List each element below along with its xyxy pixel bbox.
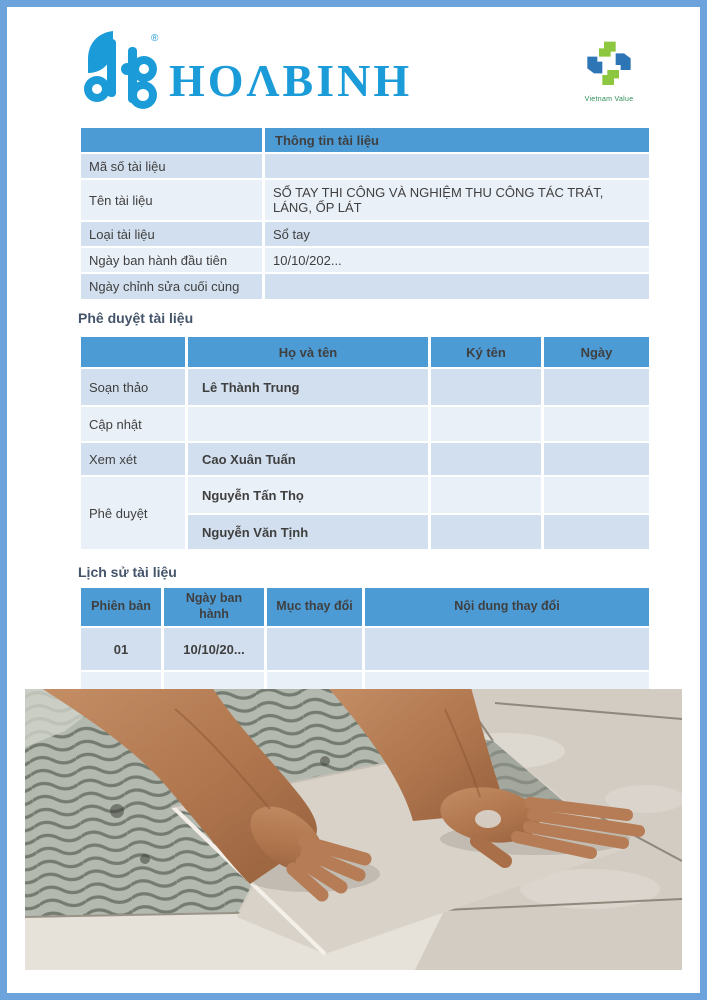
- vietnam-value-pinwheel-icon: [582, 77, 636, 94]
- approval-sign-cell: [431, 443, 541, 475]
- history-header-issue-date: Ngày ban hành: [164, 588, 264, 626]
- info-label: Ngày chỉnh sửa cuối cùng: [81, 274, 262, 299]
- history-change-content-cell: [365, 628, 649, 670]
- info-header-title: Thông tin tài liệu: [265, 128, 649, 152]
- history-header-change-content: Nội dung thay đổi: [365, 588, 649, 626]
- approval-sign-cell: [431, 515, 541, 549]
- registered-mark-glyph: ®: [151, 33, 159, 44]
- approval-role: Cập nhật: [81, 407, 185, 441]
- info-value: 10/10/202...: [265, 248, 649, 272]
- tile-installation-photo: [25, 689, 682, 970]
- approval-table: [78, 335, 652, 551]
- info-value: SỔ TAY THI CÔNG VÀ NGHIỆM THU CÔNG TÁC TRÁT, LÁNG, ỐP LÁT: [265, 180, 649, 220]
- info-value: [265, 154, 649, 178]
- approval-date-cell: [544, 407, 649, 441]
- history-version-cell: 01: [81, 628, 161, 670]
- approval-name: Nguyễn Tấn Thọ: [188, 477, 428, 513]
- approval-header-date: Ngày: [544, 337, 649, 367]
- history-header-version: Phiên bản: [81, 588, 161, 626]
- vietnam-value-logo: [574, 40, 644, 103]
- hoabinh-logo: [83, 29, 412, 118]
- history-issue-date-cell: 10/10/20...: [164, 628, 264, 670]
- approval-header-empty-cell: [81, 337, 185, 367]
- vietnam-value-label: Vietnam Value: [584, 96, 634, 103]
- approval-role: Phê duyệt: [81, 477, 185, 549]
- info-label: Tên tài liệu: [81, 180, 262, 220]
- history-changed-item-cell: [267, 628, 362, 670]
- approval-sign-cell: [431, 407, 541, 441]
- approval-date-cell: [544, 443, 649, 475]
- approval-section-heading: Phê duyệt tài liệu: [78, 310, 194, 326]
- info-label: Ngày ban hành đầu tiên: [81, 248, 262, 272]
- approval-header-sign: Ký tên: [431, 337, 541, 367]
- approval-role: Xem xét: [81, 443, 185, 475]
- info-value: Sổ tay: [265, 222, 649, 246]
- info-label: Mã số tài liệu: [81, 154, 262, 178]
- brand-wordmark: HOΛBINH: [169, 54, 413, 106]
- page-header: [7, 7, 700, 109]
- history-section-heading: Lịch sử tài liệu: [78, 564, 177, 580]
- approval-name: Lê Thành Trung: [188, 369, 428, 405]
- info-header-empty-cell: [81, 128, 262, 152]
- approval-name: Cao Xuân Tuấn: [188, 443, 428, 475]
- approval-name: [188, 407, 428, 441]
- approval-role: Soạn thảo: [81, 369, 185, 405]
- approval-name: Nguyễn Văn Tịnh: [188, 515, 428, 549]
- approval-date-cell: [544, 477, 649, 513]
- hoabinh-monogram-icon: [83, 29, 163, 118]
- document-info-table: [78, 126, 652, 301]
- history-header-changed-item: Mục thay đổi: [267, 588, 362, 626]
- approval-date-cell: [544, 515, 649, 549]
- info-label: Loại tài liệu: [81, 222, 262, 246]
- approval-date-cell: [544, 369, 649, 405]
- info-value: [265, 274, 649, 299]
- approval-header-name: Họ và tên: [188, 337, 428, 367]
- approval-sign-cell: [431, 369, 541, 405]
- approval-sign-cell: [431, 477, 541, 513]
